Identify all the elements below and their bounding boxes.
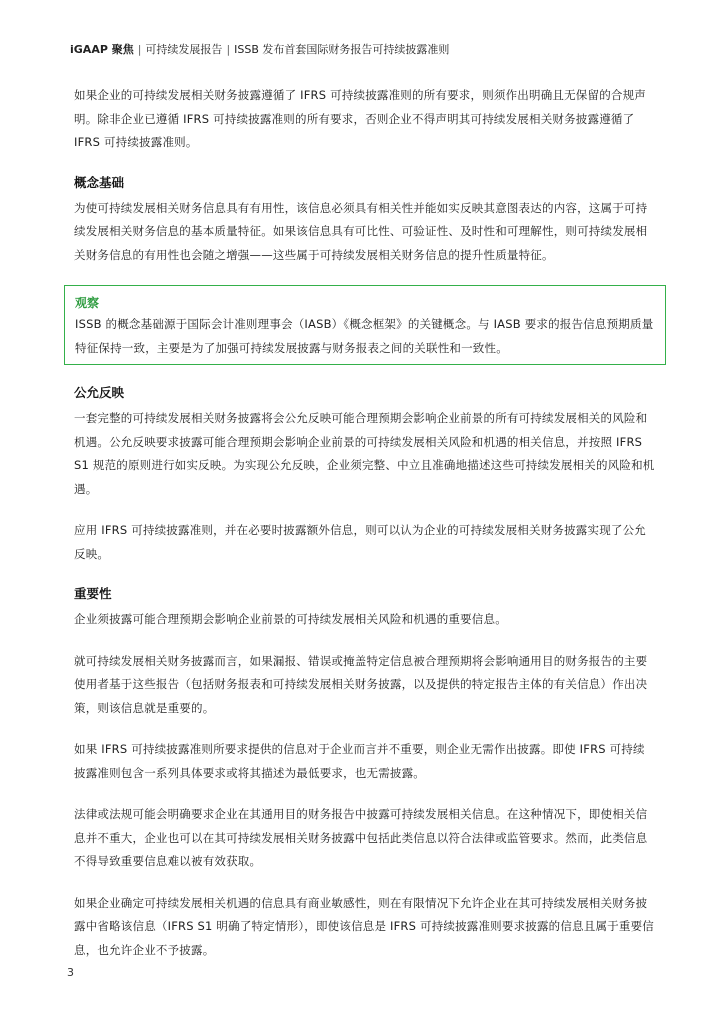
document-body xyxy=(74,84,656,980)
materiality-paragraph: 法律或法规可能会明确要求企业在其通用目的财务报告中披露可持续发展相关信息。在这种情况下，即使相关信息并不重大，企业也可以在其可持续发展相关财务披露中包括此类信息以符合法律或监管要求。然而，此类信息不得导致重要信息难以被有效获取。 xyxy=(74,807,648,868)
header-separator: | xyxy=(137,43,142,56)
observation-box xyxy=(64,285,666,365)
materiality-paragraph: 企业须披露可能合理预期会影响企业前景的可持续发展相关风险和机遇的重要信息。 xyxy=(74,612,507,626)
header-section: 可持续发展报告 xyxy=(145,43,223,56)
running-header xyxy=(70,41,449,57)
section-heading-fair-presentation: 公允反映 xyxy=(74,385,125,400)
section-heading-materiality: 重要性 xyxy=(74,586,112,601)
header-separator: | xyxy=(226,43,231,56)
materiality-paragraph: 如果 IFRS 可持续披露准则所要求提供的信息对于企业而言并不重要，则企业无需作出披露。即使 IFRS 可持续披露准则包含一系列具体要求或将其描述为最低要求，也无需披露。 xyxy=(74,742,645,780)
materiality-paragraph: 如果企业确定可持续发展相关机遇的信息具有商业敏感性，则在有限情况下允许企业在其可持续发展相关财务披露中省略该信息（IFRS S1 明确了特定情形），即使该信息是 IFRS 可持续披露准则要求披露的信息且属于重要信息，也允许企业不予披露。 xyxy=(74,895,654,957)
page-number: 3 xyxy=(67,966,74,979)
fair-presentation-paragraph: 一套完整的可持续发展相关财务披露将会公允反映可能合理预期会影响企业前景的所有可持续发展相关的风险和机遇。公允反映要求披露可能合理预期会影响企业前景的可持续发展相关风险和机遇的相关信息，并按照 IFRS S1 规范的原则进行如实反映。为实现公允反映，企业须完整、中立且准确地描述这些可持续发展相关的风险和机遇。 xyxy=(74,411,655,496)
section-heading-conceptual: 概念基础 xyxy=(74,174,125,190)
materiality-paragraph: 就可持续发展相关财务披露而言，如果漏报、错误或掩盖特定信息被合理预期将会影响通用目的财务报告的主要使用者基于这些报告（包括财务报表和可持续发展相关财务披露，以及提供的特定报告主体的有关信息）作出决策，则该信息就是重要的。 xyxy=(74,653,648,715)
conceptual-paragraph: 为使可持续发展相关财务信息具有有用性，该信息必须具有相关性并能如实反映其意图表达的内容，这属于可持续发展相关财务信息的基本质量特征。如果该信息具有可比性、可验证性、及时性和可理解性，则可持续发展相关财务信息的有用性也会随之增强——这些属于可持续发展相关财务信息的提升性质量特征。 xyxy=(74,200,648,262)
fair-presentation-paragraph: 应用 IFRS 可持续披露准则，并在必要时披露额外信息，则可以认为企业的可持续发展相关财务披露实现了公允反映。 xyxy=(74,523,647,561)
observation-paragraph: ISSB 的概念基础源于国际会计准则理事会（IASB）《概念框架》的关键概念。与 IASB 要求的报告信息预期质量特征保持一致，主要是为了加强可持续发展披露与财务报表之间的关联性和一致性。 xyxy=(75,317,654,355)
intro-paragraph: 如果企业的可持续发展相关财务披露遵循了 IFRS 可持续披露准则的所有要求，则须作出明确且无保留的合规声明。除非企业已遵循 IFRS 可持续披露准则的所有要求，否则企业不得声明其可持续发展相关财务披露遵循了 IFRS 可持续披露准则。 xyxy=(74,88,647,149)
observation-heading: 观察 xyxy=(75,296,100,310)
header-brand: iGAAP 聚焦 xyxy=(70,43,134,56)
header-title: ISSB 发布首套国际财务报告可持续披露准则 xyxy=(234,43,450,56)
